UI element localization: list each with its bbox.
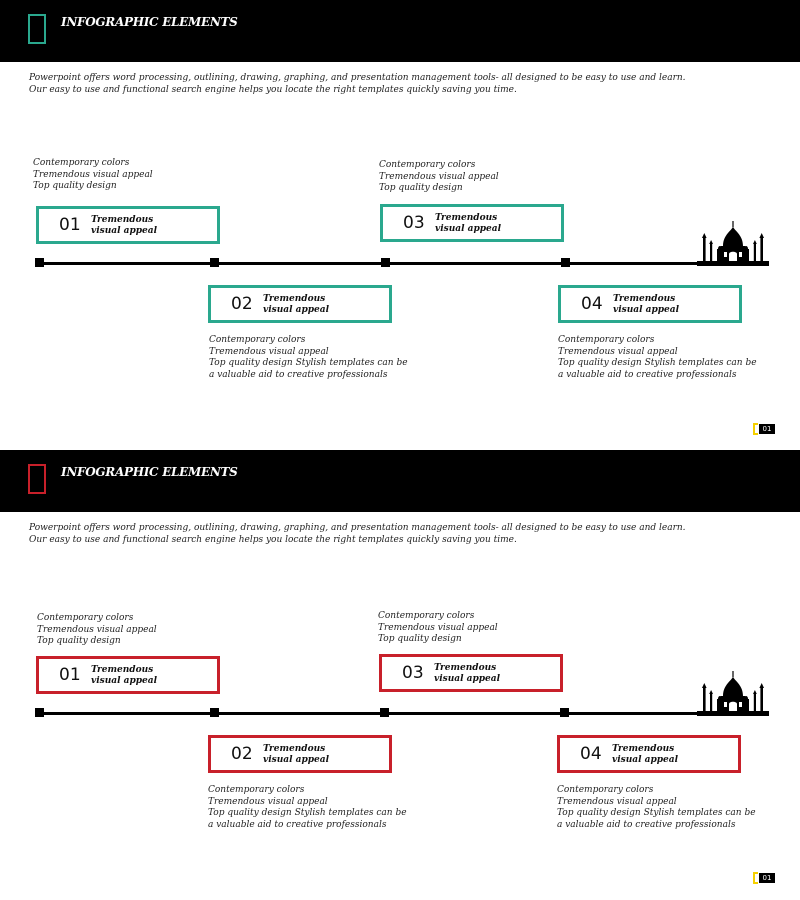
note-line: Top quality design Stylish templates can be <box>558 358 757 368</box>
step-label <box>91 665 157 687</box>
timeline-dot <box>210 258 219 267</box>
slide-title: INFOGRAPHIC ELEMENTS <box>61 465 238 479</box>
header-accent-box <box>28 14 46 44</box>
step-label-line: Tremendous <box>435 213 498 223</box>
page-number <box>753 423 775 435</box>
taj-mahal-icon <box>697 218 769 266</box>
slide-header <box>0 0 800 62</box>
timeline-dot <box>35 258 44 267</box>
step-number: 03 <box>402 663 424 683</box>
note-line: Top quality design Stylish templates can be <box>557 808 756 818</box>
step-label <box>91 215 157 237</box>
step-label <box>434 663 500 685</box>
step-card-4 <box>557 735 741 773</box>
step-label <box>612 744 678 766</box>
note-line: a valuable aid to creative professionals <box>208 819 387 830</box>
timeline-line <box>36 262 768 265</box>
slide-header <box>0 450 800 512</box>
note-line: Top quality design <box>379 183 463 193</box>
timeline-dot <box>35 708 44 717</box>
step-number: 01 <box>59 665 81 685</box>
step-label-line: visual appeal <box>435 224 502 234</box>
step-card-2 <box>208 735 392 773</box>
step-label-line: Tremendous <box>613 294 676 304</box>
intro-text <box>29 72 769 96</box>
note-top-1 <box>33 158 153 193</box>
note-top-3 <box>379 160 499 195</box>
note-line: Contemporary colors <box>37 613 134 623</box>
intro-line: Powerpoint offers word processing, outlining, drawing, graphing, and presentation management tools- all designed to be easy to use and learn. <box>29 523 686 533</box>
step-label-line: visual appeal <box>91 676 158 686</box>
note-line: Contemporary colors <box>378 611 475 621</box>
step-label-line: Tremendous <box>612 744 675 754</box>
page-number-label: 01 <box>759 424 775 434</box>
step-card-3 <box>379 654 563 692</box>
step-number: 02 <box>231 294 253 314</box>
note-bottom-2 <box>209 335 408 381</box>
step-label-line: visual appeal <box>434 674 501 684</box>
step-card-1 <box>36 206 220 244</box>
intro-line: Our easy to use and functional search engine helps you locate the right templates quickly saving you time. <box>29 85 517 95</box>
step-card-3 <box>380 204 564 242</box>
step-number: 04 <box>581 294 603 314</box>
note-bottom-2 <box>208 785 407 831</box>
taj-mahal-icon <box>697 668 769 716</box>
note-line: Top quality design <box>37 636 121 646</box>
step-label-line: visual appeal <box>612 755 679 765</box>
note-line: Contemporary colors <box>208 785 305 795</box>
step-card-1 <box>36 656 220 694</box>
note-line: Tremendous visual appeal <box>378 622 498 633</box>
timeline-dot <box>560 708 569 717</box>
note-line: a valuable aid to creative professionals <box>557 819 736 830</box>
note-line: Tremendous visual appeal <box>557 796 677 807</box>
step-number: 02 <box>231 744 253 764</box>
step-card-4 <box>558 285 742 323</box>
note-bottom-4 <box>557 785 756 831</box>
step-label-line: visual appeal <box>613 305 680 315</box>
note-line: Tremendous visual appeal <box>558 346 678 357</box>
intro-line: Our easy to use and functional search engine helps you locate the right templates quickly saving you time. <box>29 535 517 545</box>
note-line: Top quality design <box>33 181 117 191</box>
note-line: Contemporary colors <box>379 160 476 170</box>
step-card-2 <box>208 285 392 323</box>
header-accent-box <box>28 464 46 494</box>
note-line: Top quality design Stylish templates can be <box>208 808 407 818</box>
page-number-label: 01 <box>759 873 775 883</box>
step-label-line: Tremendous <box>263 744 326 754</box>
note-line: Tremendous visual appeal <box>37 624 157 635</box>
timeline-dot <box>561 258 570 267</box>
step-label <box>263 294 329 316</box>
note-line: Top quality design <box>378 634 462 644</box>
step-label-line: visual appeal <box>263 305 330 315</box>
page-number-bracket <box>753 423 758 435</box>
timeline-dot <box>380 708 389 717</box>
step-label <box>263 744 329 766</box>
slide-2 <box>0 450 800 900</box>
step-number: 01 <box>59 215 81 235</box>
step-label-line: Tremendous <box>263 294 326 304</box>
slide-title: INFOGRAPHIC ELEMENTS <box>61 15 238 29</box>
intro-text <box>29 522 769 546</box>
note-line: Contemporary colors <box>33 158 130 168</box>
step-label-line: visual appeal <box>91 226 158 236</box>
step-label-line: Tremendous <box>91 215 154 225</box>
note-line: Tremendous visual appeal <box>33 169 153 180</box>
step-number: 04 <box>580 744 602 764</box>
note-bottom-4 <box>558 335 757 381</box>
page-number-bracket <box>753 872 758 884</box>
timeline-line <box>36 712 768 715</box>
note-line: Tremendous visual appeal <box>208 796 328 807</box>
note-line: Contemporary colors <box>557 785 654 795</box>
step-label-line: Tremendous <box>91 665 154 675</box>
note-line: Contemporary colors <box>558 335 655 345</box>
note-line: Tremendous visual appeal <box>379 171 499 182</box>
step-number: 03 <box>403 213 425 233</box>
note-top-1 <box>37 613 157 648</box>
note-line: Contemporary colors <box>209 335 306 345</box>
note-line: a valuable aid to creative professionals <box>558 369 737 380</box>
timeline-dot <box>381 258 390 267</box>
note-line: a valuable aid to creative professionals <box>209 369 388 380</box>
note-line: Tremendous visual appeal <box>209 346 329 357</box>
intro-line: Powerpoint offers word processing, outlining, drawing, graphing, and presentation management tools- all designed to be easy to use and learn. <box>29 73 686 83</box>
timeline-dot <box>210 708 219 717</box>
note-line: Top quality design Stylish templates can be <box>209 358 408 368</box>
step-label <box>435 213 501 235</box>
step-label-line: visual appeal <box>263 755 330 765</box>
note-top-3 <box>378 611 498 646</box>
page-number <box>753 872 775 884</box>
step-label <box>613 294 679 316</box>
step-label-line: Tremendous <box>434 663 497 673</box>
